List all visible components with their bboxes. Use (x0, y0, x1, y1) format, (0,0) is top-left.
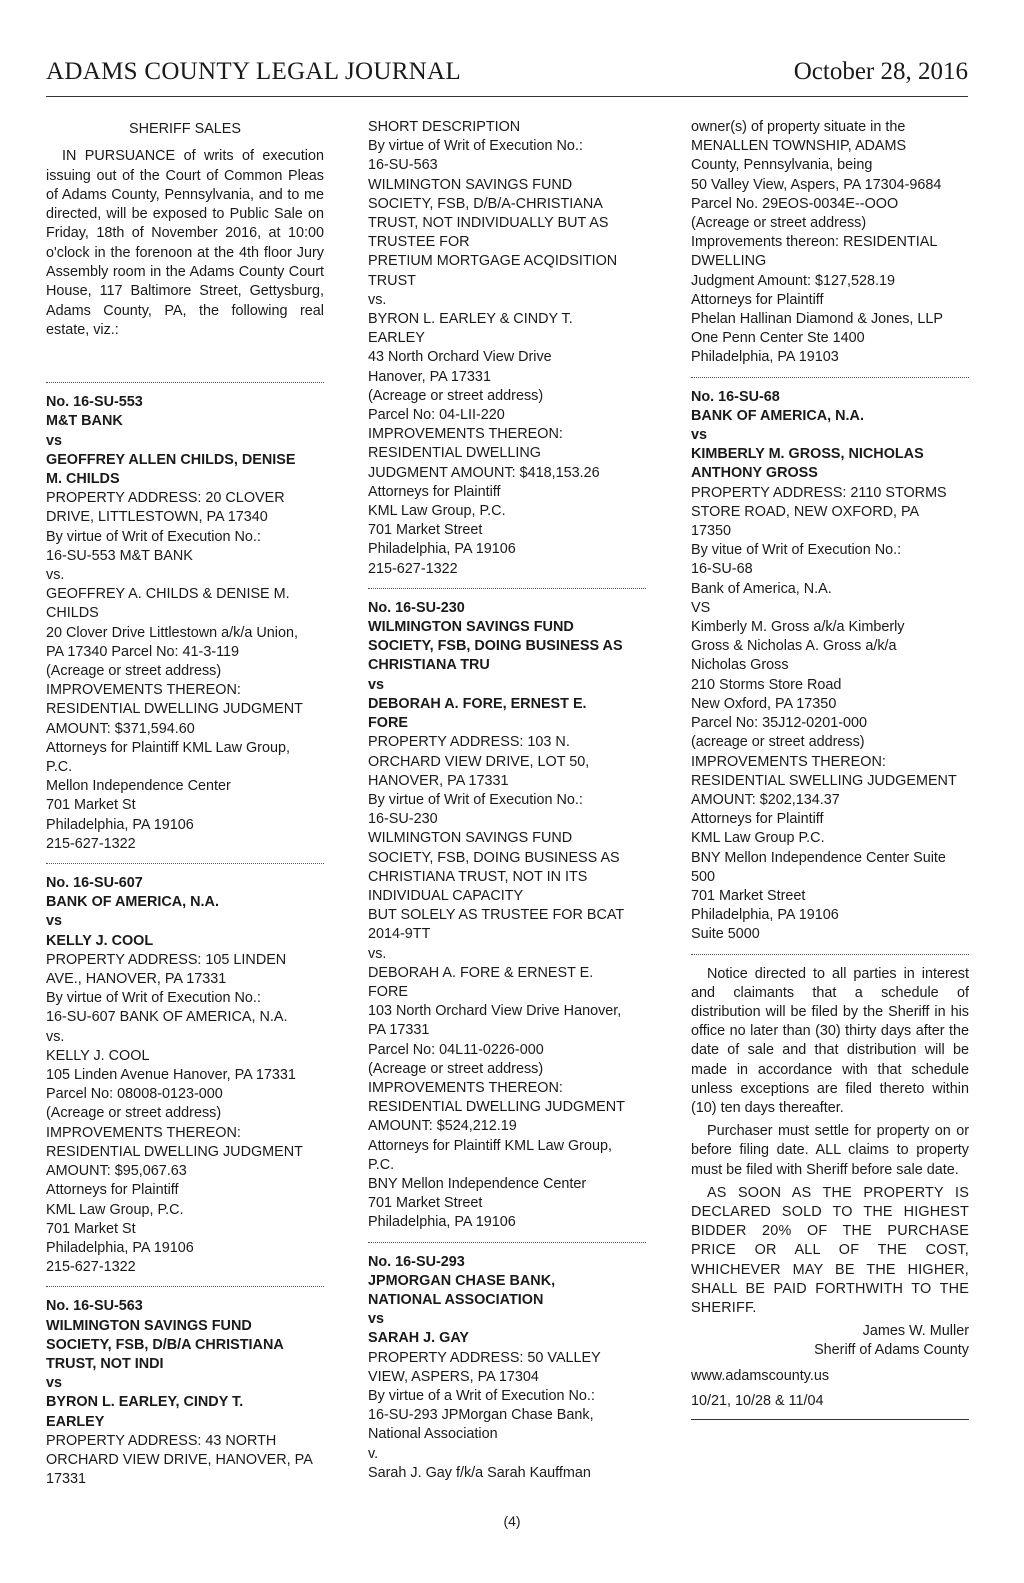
entry-line: New Oxford, PA 17350 (691, 695, 837, 712)
entry-line: Philadelphia, PA 19106 (691, 907, 839, 924)
entry-title-line: FORE (368, 715, 408, 732)
entry-line: Judgment Amount: $127,528.19 (691, 272, 896, 289)
entry-line: IMPROVEMENTS THEREON: (46, 682, 241, 699)
entry-line: owner(s) of property situate in the (691, 119, 906, 135)
entry-line: ORCHARD VIEW DRIVE, LOT 50, (368, 753, 590, 770)
entry-line: WILMINGTON SAVINGS FUND (368, 830, 573, 847)
entry-title-line: SOCIETY, FSB, DOING BUSINESS AS (368, 638, 623, 655)
entry-line: AMOUNT: $371,594.60 (46, 720, 195, 737)
entry-line: AMOUNT: $95,067.63 (46, 1163, 187, 1180)
entry-title-line: EARLEY (46, 1413, 105, 1430)
notice-paragraph: Purchaser must settle for property on or before filing date. ALL claims to property must be filed with Sheriff before sale date. (691, 1123, 969, 1178)
entry-line: KML Law Group, P.C. (368, 503, 506, 520)
sale-entry-16-su-607 (46, 874, 324, 1277)
entry-line: Attorneys for Plaintiff (46, 1182, 179, 1199)
entry-title-line: vs (46, 913, 63, 930)
entry-line: vs. (368, 945, 387, 962)
entry-line: Sarah J. Gay f/k/a Sarah Kauffman (368, 1464, 591, 1481)
entry-title-line: vs (368, 1311, 385, 1328)
entry-line: 500 (691, 868, 716, 885)
entry-line: 701 Market Street (368, 522, 483, 539)
entry-line: Attorneys for Plaintiff (691, 811, 824, 828)
entry-title-line: M. CHILDS (46, 470, 120, 487)
entry-line: One Penn Center Ste 1400 (691, 330, 865, 347)
sale-entry-16-su-563 (46, 1297, 324, 1489)
entry-title-line: vs (368, 676, 385, 693)
entry-line: CHILDS (46, 605, 99, 622)
entry-line: 16-SU-607 BANK OF AMERICA, N.A. (46, 1009, 288, 1026)
entry-line: PRETIUM MORTGAGE ACQIDSITION (368, 253, 618, 270)
entry-line: Attorneys for Plaintiff KML Law Group, (46, 739, 290, 756)
divider (46, 863, 324, 864)
entry-line: 215-627-1322 (46, 835, 136, 852)
entry-line: (Acreage or street address) (46, 663, 222, 680)
entry-line: By virtue of Writ of Execution No.: (368, 791, 583, 808)
sale-entry-16-su-68 (691, 388, 969, 945)
column-2 (368, 118, 646, 1483)
entry-title-line: vs (46, 432, 63, 449)
divider (46, 382, 324, 383)
entry-line: (acreage or street address) (691, 734, 865, 751)
entry-line: County, Pennsylvania, being (691, 157, 873, 174)
entry-title-line: No. 16-SU-293 (368, 1253, 465, 1270)
entry-title-line: BANK OF AMERICA, N.A. (691, 407, 864, 424)
entry-line: CHRISTIANA TRUST, NOT IN ITS (368, 868, 588, 885)
entry-line: (Acreage or street address) (691, 215, 867, 232)
entry-line: AVE., HANOVER, PA 17331 (46, 971, 227, 988)
entry-line: JUDGMENT AMOUNT: $418,153.26 (368, 464, 600, 481)
entry-line: National Association (368, 1426, 498, 1443)
entry-title-line: SARAH J. GAY (368, 1330, 470, 1347)
intro-paragraph: IN PURSUANCE of writs of execution issuing out of the Court of Common Pleas of Adams County, Pennsylvania, and to me directed, will be exposed to Public Sale on Friday, 18th of November 2016, at 10:00 o'clock in the forenoon at the 4th floor Jury Assembly room in the Adams County Court House, 117 Baltimore Street, Gettysburg, Adams County, PA, the following real estate, viz.: (46, 148, 324, 338)
entry-line: 2014-9TT (368, 926, 431, 943)
entry-line: Phelan Hallinan Diamond & Jones, LLP (691, 311, 943, 328)
notice-paragraph: Notice directed to all parties in interest and claimants that a schedule of distribution will be filed by the Sheriff in his office no later than (30) thirty days after the date of sale and that distribution will be made in accordance with that schedule unless exceptions are filed thereto within (10) ten days thereafter. (691, 965, 969, 1116)
entry-line: By virtue of Writ of Execution No.: (46, 990, 261, 1007)
entry-line: vs. (46, 1028, 65, 1045)
entry-line: DWELLING (691, 253, 767, 270)
entry-line: TRUST, NOT INDIVIDUALLY BUT AS (368, 215, 609, 232)
sale-entry-16-su-293 (368, 1253, 646, 1483)
entry-line: AMOUNT: $202,134.37 (691, 791, 840, 808)
entry-title-line: KIMBERLY M. GROSS, NICHOLAS (691, 446, 924, 463)
entry-line: VIEW, ASPERS, PA 17304 (368, 1368, 539, 1385)
entry-line: 701 Market Street (691, 887, 806, 904)
entry-title-line: TRUST, NOT INDI (46, 1355, 164, 1372)
entry-line: 16-SU-68 (691, 561, 753, 578)
entry-line: 701 Market St (46, 797, 136, 814)
entry-line: 43 North Orchard View Drive (368, 349, 552, 366)
entry-title-line: No. 16-SU-68 (691, 388, 780, 405)
entry-line: RESIDENTIAL SWELLING JUDGEMENT (691, 772, 957, 789)
entry-line: Parcel No. 29EOS-0034E--OOO (691, 195, 899, 212)
entry-line: (Acreage or street address) (368, 1060, 544, 1077)
entry-line: SOCIETY, FSB, D/B/A-CHRISTIANA (368, 195, 603, 212)
section-heading: SHERIFF SALES (129, 121, 241, 137)
entry-title-line: DEBORAH A. FORE, ERNEST E. (368, 695, 587, 712)
entry-line: RESIDENTIAL DWELLING (368, 445, 541, 462)
sale-entry-16-su-230 (368, 599, 646, 1233)
entry-line: DRIVE, LITTLESTOWN, PA 17340 (46, 509, 268, 526)
entry-line: PROPERTY ADDRESS: 43 NORTH (46, 1432, 277, 1449)
entry-line: BNY Mellon Independence Center Suite (691, 849, 946, 866)
entry-line: P.C. (46, 759, 73, 776)
entry-line: IMPROVEMENTS THEREON: (368, 426, 563, 443)
entry-line: PROPERTY ADDRESS: 2110 STORMS (691, 484, 947, 501)
issue-date: October 28, 2016 (793, 58, 968, 85)
entry-line: IMPROVEMENTS THEREON: (691, 753, 886, 770)
entry-line: 701 Market St (46, 1220, 136, 1237)
entry-title-line: No. 16-SU-563 (46, 1298, 143, 1315)
entry-title-line: WILMINGTON SAVINGS FUND (368, 619, 574, 636)
entry-line: PA 17340 Parcel No: 41-3-119 (46, 643, 240, 660)
entry-line: Attorneys for Plaintiff (691, 291, 824, 308)
entry-line: KML Law Group, P.C. (46, 1201, 184, 1218)
column-1 (46, 118, 324, 1489)
page-number: (4) (503, 1513, 521, 1529)
entry-line: Philadelphia, PA 19103 (691, 349, 839, 366)
entry-line: 215-627-1322 (368, 560, 458, 577)
entry-line: Attorneys for Plaintiff KML Law Group, (368, 1137, 612, 1154)
entry-line: Gross & Nicholas A. Gross a/k/a (691, 638, 897, 655)
end-rule (691, 1419, 969, 1420)
entry-line: 105 Linden Avenue Hanover, PA 17331 (46, 1067, 296, 1084)
entry-line: Mellon Independence Center (46, 778, 231, 795)
entry-line: 50 Valley View, Aspers, PA 17304-9684 (691, 176, 942, 193)
entry-line: Parcel No: 04L11-0226-000 (368, 1041, 544, 1058)
entry-line: MENALLEN TOWNSHIP, ADAMS (691, 138, 907, 155)
entry-line: DEBORAH A. FORE & ERNEST E. (368, 964, 594, 981)
entry-line: Kimberly M. Gross a/k/a Kimberly (691, 619, 905, 636)
entry-line: Parcel No: 04-LII-220 (368, 407, 505, 424)
entry-line: PA 17331 (368, 1022, 430, 1039)
entry-line: vs. (46, 567, 65, 583)
entry-line: Philadelphia, PA 19106 (46, 816, 194, 833)
entry-line: BUT SOLELY AS TRUSTEE FOR BCAT (368, 907, 625, 924)
entry-line: HANOVER, PA 17331 (368, 772, 509, 789)
distribution-notice (691, 965, 969, 1420)
entry-title-line: KELLY J. COOL (46, 932, 154, 949)
entry-line: VS (691, 599, 711, 616)
entry-line: Suite 5000 (691, 926, 760, 943)
entry-line: WILMINGTON SAVINGS FUND (368, 176, 573, 193)
entry-line: ORCHARD VIEW DRIVE, HANOVER, PA (46, 1451, 313, 1468)
entry-title-line: CHRISTIANA TRU (368, 657, 490, 674)
entry-line: Improvements thereon: RESIDENTIAL (691, 234, 938, 251)
entry-line: (Acreage or street address) (368, 387, 544, 404)
entry-line: 701 Market Street (368, 1195, 483, 1212)
entry-line: 17350 (691, 523, 732, 540)
entry-title-line: No. 16-SU-553 (46, 394, 143, 411)
entry-line: Nicholas Gross (691, 657, 789, 674)
entry-line: TRUST (368, 272, 416, 289)
entry-line: By vitue of Writ of Execution No.: (691, 542, 902, 559)
entry-title-line: vs (46, 1375, 63, 1392)
entry-line: 20 Clover Drive Littlestown a/k/a Union, (46, 624, 298, 641)
entry-line: PROPERTY ADDRESS: 20 CLOVER (46, 490, 285, 507)
divider (368, 588, 646, 589)
entry-line: STORE ROAD, NEW OXFORD, PA (691, 503, 920, 520)
entry-title-line: No. 16-SU-607 (46, 875, 143, 892)
entry-line: Parcel No: 35J12-0201-000 (691, 715, 867, 732)
divider (691, 954, 969, 955)
page-header (46, 56, 968, 97)
entry-line: v. (368, 1445, 379, 1462)
entry-title-line: ANTHONY GROSS (691, 465, 818, 482)
entry-line: Philadelphia, PA 19106 (46, 1239, 194, 1256)
entry-line: Parcel No: 08008-0123-000 (46, 1086, 223, 1103)
entry-line: RESIDENTIAL DWELLING JUDGMENT (368, 1099, 625, 1116)
entry-line: PROPERTY ADDRESS: 105 LINDEN (46, 951, 287, 968)
entry-line: By virtue of Writ of Execution No.: (368, 138, 583, 155)
entry-line: 17331 (46, 1471, 87, 1488)
entry-line: P.C. (368, 1156, 395, 1173)
sale-entry-16-su-563-continued (368, 118, 646, 579)
entry-line: BYRON L. EARLEY & CINDY T. (368, 311, 573, 328)
entry-line: IMPROVEMENTS THEREON: (368, 1079, 563, 1096)
entry-line: Philadelphia, PA 19106 (368, 541, 516, 558)
entry-line: By virtue of a Writ of Execution No.: (368, 1388, 595, 1404)
entry-title-line: No. 16-SU-230 (368, 599, 465, 616)
divider (368, 1242, 646, 1243)
entry-title-line: BYRON L. EARLEY, CINDY T. (46, 1394, 244, 1411)
entry-line: KELLY J. COOL (46, 1047, 150, 1064)
entry-line: 16-SU-293 JPMorgan Chase Bank, (368, 1407, 594, 1424)
entry-line: 103 North Orchard View Drive Hanover, (368, 1003, 622, 1020)
entry-title-line: JPMORGAN CHASE BANK, (368, 1272, 556, 1289)
sheriff-title: Sheriff of Adams County (814, 1342, 969, 1359)
journal-title: ADAMS COUNTY LEGAL JOURNAL (46, 58, 461, 85)
entry-line: vs. (368, 291, 387, 308)
entry-title-line: M&T BANK (46, 413, 123, 430)
entry-title-line: SOCIETY, FSB, D/B/A CHRISTIANA (46, 1336, 284, 1353)
entry-line: EARLEY (368, 330, 425, 347)
entry-line: 16-SU-230 (368, 811, 438, 828)
entry-line: Attorneys for Plaintiff (368, 483, 501, 500)
entry-line: GEOFFREY A. CHILDS & DENISE M. (46, 586, 290, 603)
entry-line: PROPERTY ADDRESS: 103 N. (368, 734, 570, 751)
entry-title-line: NATIONAL ASSOCIATION (368, 1291, 544, 1308)
divider (46, 1286, 324, 1287)
entry-line: PROPERTY ADDRESS: 50 VALLEY (368, 1349, 601, 1366)
entry-line: IMPROVEMENTS THEREON: (46, 1124, 241, 1141)
entry-title-line: WILMINGTON SAVINGS FUND (46, 1317, 252, 1334)
divider (691, 377, 969, 378)
entry-line: FORE (368, 983, 408, 1000)
entry-line: KML Law Group P.C. (691, 830, 825, 847)
sale-entry-16-su-553 (46, 393, 324, 854)
entry-line: 215-627-1322 (46, 1259, 136, 1276)
entry-line: Bank of America, N.A. (691, 580, 832, 597)
entry-line: RESIDENTIAL DWELLING JUDGMENT (46, 1143, 303, 1160)
column-3 (691, 118, 969, 1420)
entry-line: Philadelphia, PA 19106 (368, 1214, 516, 1231)
entry-line: BNY Mellon Independence Center (368, 1175, 587, 1192)
entry-title-line: GEOFFREY ALLEN CHILDS, DENISE (46, 451, 296, 468)
entry-line: INDIVIDUAL CAPACITY (368, 887, 524, 904)
entry-line: SHORT DESCRIPTION (368, 119, 521, 135)
county-website: www.adamscounty.us (691, 1367, 830, 1384)
sheriff-name: James W. Muller (862, 1323, 969, 1340)
notice-paragraph: AS SOON AS THE PROPERTY IS DECLARED SOLD TO THE HIGHEST BIDDER 20% OF THE PURCHASE PRICE OR ALL OF THE COST, WHICHEVER MAY BE THE HIGHER, SHALL BE PAID FORTHWITH TO THE SHERIFF. (691, 1184, 969, 1316)
entry-line: (Acreage or street address) (46, 1105, 222, 1122)
entry-title-line: vs (691, 427, 708, 444)
entry-line: By virtue of Writ of Execution No.: (46, 528, 261, 545)
sale-entry-16-su-293-continued (691, 118, 969, 368)
entry-line: 16-SU-553 M&T BANK (46, 547, 193, 564)
entry-line: 16-SU-563 (368, 157, 438, 174)
entry-line: 210 Storms Store Road (691, 676, 842, 693)
entry-line: Hanover, PA 17331 (368, 368, 491, 385)
entry-line: RESIDENTIAL DWELLING JUDGMENT (46, 701, 303, 718)
entry-line: SOCIETY, FSB, DOING BUSINESS AS (368, 849, 620, 866)
entry-title-line: BANK OF AMERICA, N.A. (46, 894, 219, 911)
entry-line: TRUSTEE FOR (368, 234, 470, 251)
publication-dates: 10/21, 10/28 & 11/04 (691, 1392, 824, 1409)
entry-line: AMOUNT: $524,212.19 (368, 1118, 517, 1135)
